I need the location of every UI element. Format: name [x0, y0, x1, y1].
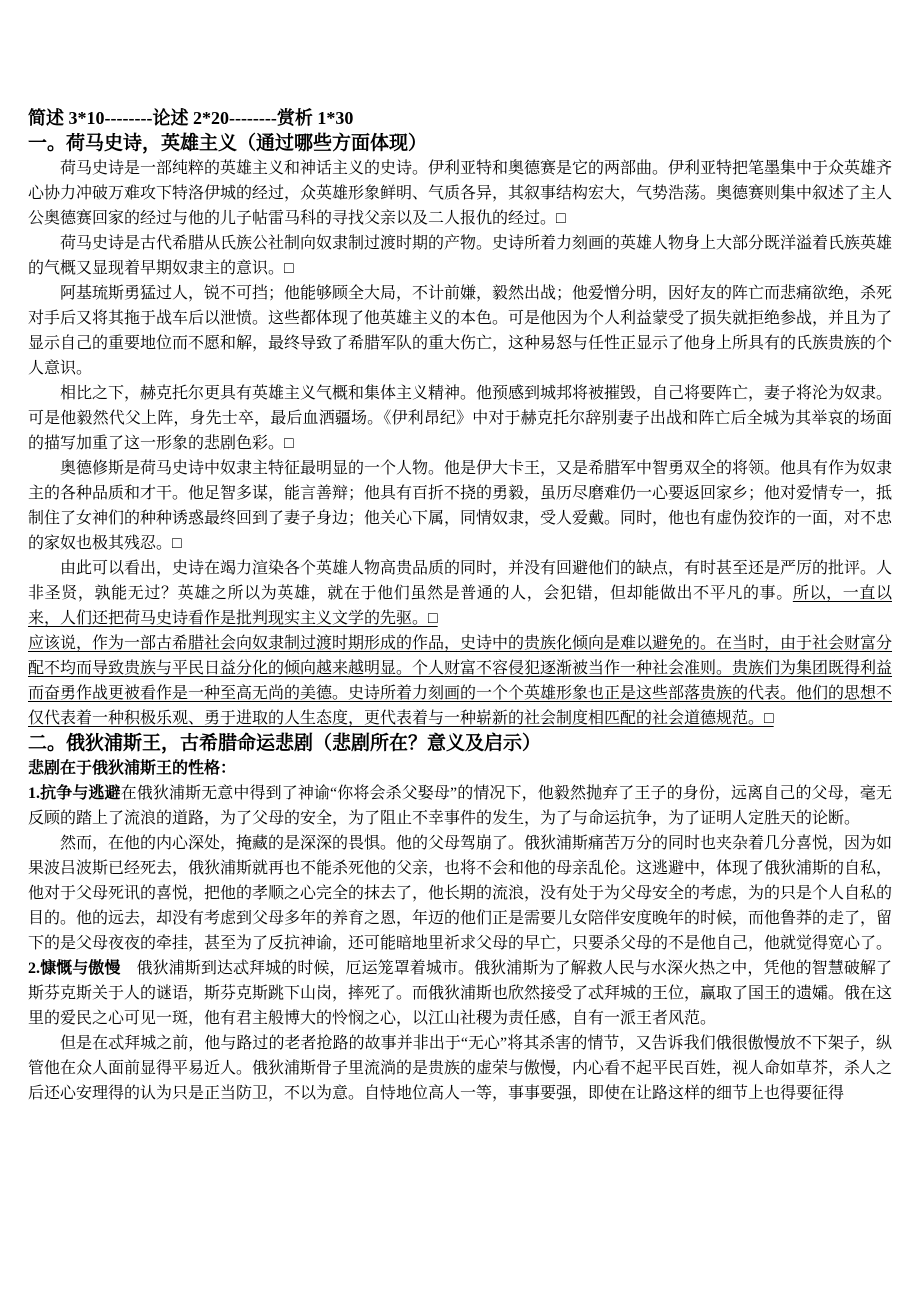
point2-label: 2.慷慨与傲慢 [28, 960, 121, 977]
section2-paragraph-arrogance: 但是在忒拜城之前，他与路过的老者抢路的故事并非出于“无心”将其杀害的情节，又告诉我们俄很傲慢放不下架子，纵管他在众人面前显得平易近人。俄狄浦斯骨子里流淌的是贵族的虚荣与傲慢，内心看不起平民百姓，视人命如草芥，杀人之后还心安理得的认为只是正当防卫，不以为意。自恃地位高人一等，事事要强，即使在让路这样的细节上也得要征得 [28, 1035, 893, 1102]
section1-heading: 一。荷马史诗，英雄主义（通过哪些方面体现） [28, 133, 428, 154]
section1-paragraph-transition-period: 荷马史诗是古代希腊从氏族公社制向奴隶制过渡时期的产物。史诗所着力刻画的英雄人物身上大部分既洋溢着氏族英雄的气概又显现着早期奴隶主的意识。□ [28, 235, 893, 277]
section1-paragraph-aristocratic-tendency: 应该说，作为一部古希腊社会向奴隶制过渡时期形成的作品，史诗中的贵族化倾向是难以避免的。在当时，由于社会财富分配不均而导致贵族与平民日益分化的倾向越来越明显。个人财富不容侵犯逐渐被当作一种社会准则。贵族们为集团既得利益而奋勇作战更被看作是一种至高无尚的美德。史诗所着力刻画的一个个英雄形象也正是这些部落贵族的代表。他们的思想不仅代表着一种积极乐观、勇于进取的人生态度，更代表着与一种崭新的社会制度相匹配的社会道德规范。□ [28, 635, 893, 727]
section2-subtitle: 悲剧在于俄狄浦斯王的性格： [28, 760, 237, 777]
point1-text: 在俄狄浦斯无意中得到了神谕“你将会杀父娶母”的情况下，他毅然抛弃了王子的身份，远离自己的父母，毫无反顾的踏上了流浪的道路，为了父母的安全，为了阻止不幸事件的发生，为了与命运抗争，为了证明人定胜天的论断。 [28, 785, 892, 827]
section2-heading: 二。俄狄浦斯王，古希腊命运悲剧（悲剧所在？意义及启示） [28, 733, 542, 754]
section2-point1-paragraph [28, 781, 892, 831]
section2-point2-paragraph [28, 956, 892, 1031]
conclusion-normal-text: 由此可以看出，史诗在竭力渲染各个英雄人物高贵品质的同时，并没有回避他们的缺点，有时甚至还是严厉的批评。人非圣贤，孰能无过？英雄之所以为英雄，就在于他们虽然是普通的人，会犯错，但却能做出不平凡的事。 [28, 560, 893, 602]
section2-paragraph-fear: 然而，在他的内心深处，掩藏的是深深的畏惧。他的父母驾崩了。俄狄浦斯痛苦万分的同时也夹杂着几分喜悦，因为如果波吕波斯已经死去，俄狄浦斯就再也不能杀死他的父亲，也将不会和他的母亲乱伦。这逃避中，体现了俄狄浦斯的自私，他对于父母死讯的喜悦，把他的孝顺之心完全的抹去了，他长期的流浪，没有处于为父母安全的考虑，为的只是个人自私的目的。他的远去，却没有考虑到父母多年的养育之恩，年迈的他们正是需要儿女陪伴安度晚年的时候，而他鲁莽的走了，留下的是父母夜夜的牵挂，甚至为了反抗神谕，还可能暗地里祈求父母的早亡，只要杀父母的不是他自己，他就觉得宽心了。 [28, 835, 893, 952]
point2-text: 俄狄浦斯到达忒拜城的时候，厄运笼罩着城市。俄狄浦斯为了解救人民与水深火热之中，凭他的智慧破解了斯芬克斯关于人的谜语，斯芬克斯跳下山岗，摔死了。而俄狄浦斯也欣然接受了忒拜城的王位，赢取了国王的遗孀。俄在这里的爱民之心可见一斑，他有君主般博大的怜悯之心，以江山社稷为责任感，自有一派王者风范。 [28, 960, 893, 1027]
point1-label: 1.抗争与逃避 [28, 785, 121, 802]
section1-paragraph-odysseus: 奥德修斯是荷马史诗中奴隶主特征最明显的一个人物。他是伊大卡王，又是希腊军中智勇双全的将领。他具有作为奴隶主的各种品质和才干。他足智多谋，能言善辩；他具有百折不挠的勇毅，虽历尽磨难仍一心要返回家乡；他对爱情专一，抵制住了女神们的种种诱惑最终回到了妻子身边；他关心下属，同情奴隶，受人爱戴。同时，他也有虚伪狡诈的一面，对不忠的家奴也极其残忍。□ [28, 460, 893, 552]
section1-paragraph-hector: 相比之下，赫克托尔更具有英雄主义气概和集体主义精神。他预感到城邦将被摧毁，自己将要阵亡，妻子将沦为奴隶。可是他毅然代父上阵，身先士卒，最后血洒疆场。《伊利昂纪》中对于赫克托尔辞别妻子出战和阵亡后全城为其举哀的场面的描写加重了这一形象的悲剧色彩。□ [28, 385, 893, 452]
section1-paragraph-intro: 荷马史诗是一部纯粹的英雄主义和神话主义的史诗。伊利亚特和奥德赛是它的两部曲。伊利亚特把笔墨集中于众英雄齐心协力冲破万难攻下特洛伊城的经过，众英雄形象鲜明、气质各异，其叙事结构宏大，气势浩荡。奥德赛则集中叙述了主人公奥德赛回家的经过与他的儿子帖雷马科的寻找父亲以及二人报仇的经过。□ [28, 160, 893, 227]
section1-paragraph-achilles: 阿基琉斯勇猛过人，锐不可挡；他能够顾全大局，不计前嫌，毅然出战；他爱憎分明，因好友的阵亡而悲痛欲绝，杀死对手后又将其拖于战车后以泄愤。这些都体现了他英雄主义的本色。可是他因为个人利益蒙受了损失就拒绝参战，并且为了显示自己的重要地位而不愿和解，最终导致了希腊军队的重大伤亡，这种易怒与任性正显示了他身上所具有的氏族贵族的个人意识。 [28, 285, 893, 377]
conclusion-underlined-text: 所以，一直以来，人们还把荷马史诗看作是批判现实主义文学的先驱。□ [28, 585, 892, 627]
section1-paragraph-conclusion [28, 556, 892, 631]
exam-format-line: 简述 3*10--------论述 2*20--------赏析 1*30 [28, 108, 354, 128]
